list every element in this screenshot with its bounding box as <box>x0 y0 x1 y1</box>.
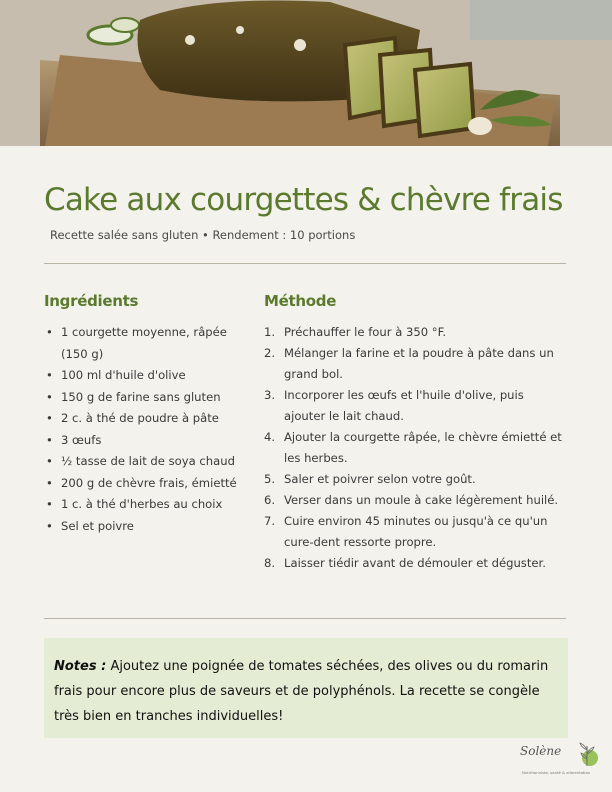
hero-photo <box>0 0 612 146</box>
step-text: Mélanger la farine et la poudre à pâte dans un grand bol. <box>284 346 554 381</box>
zucchini-cake-photo <box>0 0 612 146</box>
section-divider <box>44 263 566 264</box>
ingredient-item: • 1 c. à thé d'herbes au choix <box>44 494 244 516</box>
step-number: 4. <box>264 430 276 444</box>
method-step <box>264 553 568 574</box>
notes-label: Notes : <box>54 659 107 674</box>
step-text: Saler et poivrer selon votre goût. <box>284 472 476 486</box>
ingredient-item: • Sel et poivre <box>44 516 244 538</box>
step-text: Cuire environ 45 minutes ou jusqu'à ce qu'un cure-dent ressorte propre. <box>284 514 548 549</box>
ingredient-item: • 3 œufs <box>44 430 244 452</box>
step-text: Incorporer les œufs et l'huile d'olive, puis ajouter le lait chaud. <box>284 388 524 423</box>
notes-box <box>44 638 568 738</box>
ingredient-item: • 150 g de farine sans gluten <box>44 387 244 409</box>
leaf-icon <box>574 740 600 768</box>
step-number: 3. <box>264 388 276 402</box>
step-text: Verser dans un moule à cake légèrement huilé. <box>284 493 559 507</box>
method-heading: Méthode <box>264 292 337 310</box>
method-step <box>264 511 568 553</box>
step-number: 8. <box>264 556 276 570</box>
ingredient-item: • 1 courgette moyenne, râpée (150 g) <box>44 322 244 365</box>
step-text: Préchauffer le four à 350 °F. <box>284 325 447 339</box>
method-step <box>264 490 568 511</box>
step-number: 1. <box>264 325 276 339</box>
method-steps <box>264 322 568 574</box>
step-number: 7. <box>264 514 276 528</box>
step-number: 2. <box>264 346 276 360</box>
method-step <box>264 343 568 385</box>
notes-text: Ajoutez une poignée de tomates séchées, des olives ou du romarin frais pour encore plus de saveurs et de polyphénols. La recette se congèle très bien en tranches individuelles! <box>54 659 549 724</box>
step-text: Laisser tiédir avant de démouler et déguster. <box>284 556 546 570</box>
method-step <box>264 469 568 490</box>
method-step <box>264 427 568 469</box>
method-step <box>264 385 568 427</box>
section-divider <box>44 618 566 619</box>
recipe-subtitle: Recette salée sans gluten • Rendement : 10 portions <box>50 228 356 242</box>
logo-name: Solène <box>520 744 562 758</box>
step-number: 6. <box>264 493 276 507</box>
ingredients-heading: Ingrédients <box>44 292 139 310</box>
ingredient-item: • 2 c. à thé de poudre à pâte <box>44 408 244 430</box>
step-text: Ajouter la courgette râpée, le chèvre émietté et les herbes. <box>284 430 562 465</box>
logo-tagline: Nutritionniste, santé & alimentation <box>522 770 591 775</box>
ingredient-item: • ½ tasse de lait de soya chaud <box>44 451 244 473</box>
recipe-title: Cake aux courgettes & chèvre frais <box>44 182 563 218</box>
ingredient-item: • 200 g de chèvre frais, émietté <box>44 473 244 495</box>
ingredient-item: • 100 ml d'huile d'olive <box>44 365 244 387</box>
method-step <box>264 322 568 343</box>
brand-logo <box>514 740 600 784</box>
step-number: 5. <box>264 472 276 486</box>
ingredients-list <box>44 322 244 537</box>
